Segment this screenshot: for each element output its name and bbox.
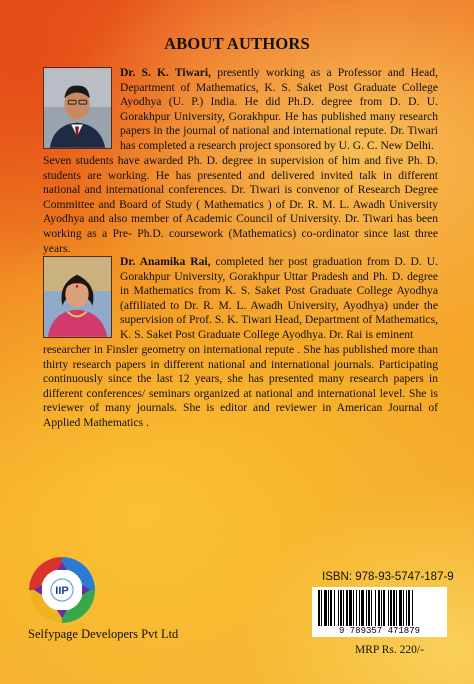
page-title: ABOUT AUTHORS: [164, 34, 310, 53]
publisher-logo-icon: [28, 556, 96, 624]
publisher-name: Selfypage Developers Pvt Ltd: [28, 627, 179, 641]
barcode-icon: [312, 587, 447, 627]
price-label: MRP Rs. 220/-: [355, 644, 424, 656]
author-portrait-icon: [44, 257, 111, 337]
author-portrait-icon: [44, 68, 111, 148]
author-2-bio-top: [120, 255, 438, 343]
barcode-digits: 9 789357 471879: [312, 626, 447, 637]
author-2-bio-beside: completed her post graduation from D. D. U. Gorakhpur University, Gorakhpur Uttar Pradesh and Ph. D. degree in Mathematics from K. S. Saket Post Graduate College Ayodhya (affiliated to Dr. R. M. L. Awadh University, Ayodhya) under the supervision of Prof. S. K. Tiwari Head, Department of Mathematics, K. S. Saket Post Graduate College Ayodhya. Dr. Rai is eminent: [120, 255, 438, 341]
publisher-logo: [28, 556, 96, 624]
author-1-bio-bottom: Seven students have awarded Ph. D. degree in supervision of him and five Ph. D. students are working. He has presented and delivered invited talk in different national and international conferences. Dr. Tiwari is convenor of Research Degree Committee and Board of Study ( Mathematics ) of Dr. R. M. L. Awadh University Ayodhya and also member of Academic Council of University. Dr. Tiwari has been working as a Pre- Ph.D. coursework (Mathematics) co-ordinator since last three years.: [43, 154, 438, 255]
author-2-bio-bottom: researcher in Finsler geometry on international repute . She has published more than thirty research papers in different national and international journals. Participating continuously since the last 12 years, she has presented many research papers in different conferences/ seminars organized at national and international level. She is reviewer of many journals. She is editor and reviewer in American Journal of Applied Mathematics .: [43, 343, 438, 429]
logo-text: IIP: [55, 585, 69, 597]
isbn-label: ISBN: 978-93-5747-187-9: [322, 571, 454, 583]
author-1-name: Dr. S. K. Tiwari,: [120, 66, 212, 79]
author-photo-tiwari: [43, 67, 112, 149]
author-1-bio-beside: presently working as a Professor and Head, Department of Mathematics, K. S. Saket Post Graduate College Ayodhya (U. P.) India. He did Ph.D. degree from D. D. U. Gorakhpur University, Gorakhpur. He has published many research papers in the journal of national and international repute. Dr. Tiwari has completed a research project sponsored by U. G. C. New Delhi.: [120, 66, 438, 152]
author-2-name: Dr. Anamika Rai,: [120, 255, 211, 268]
author-photo-rai: [43, 256, 112, 338]
author-1-bio-top: [120, 66, 438, 154]
